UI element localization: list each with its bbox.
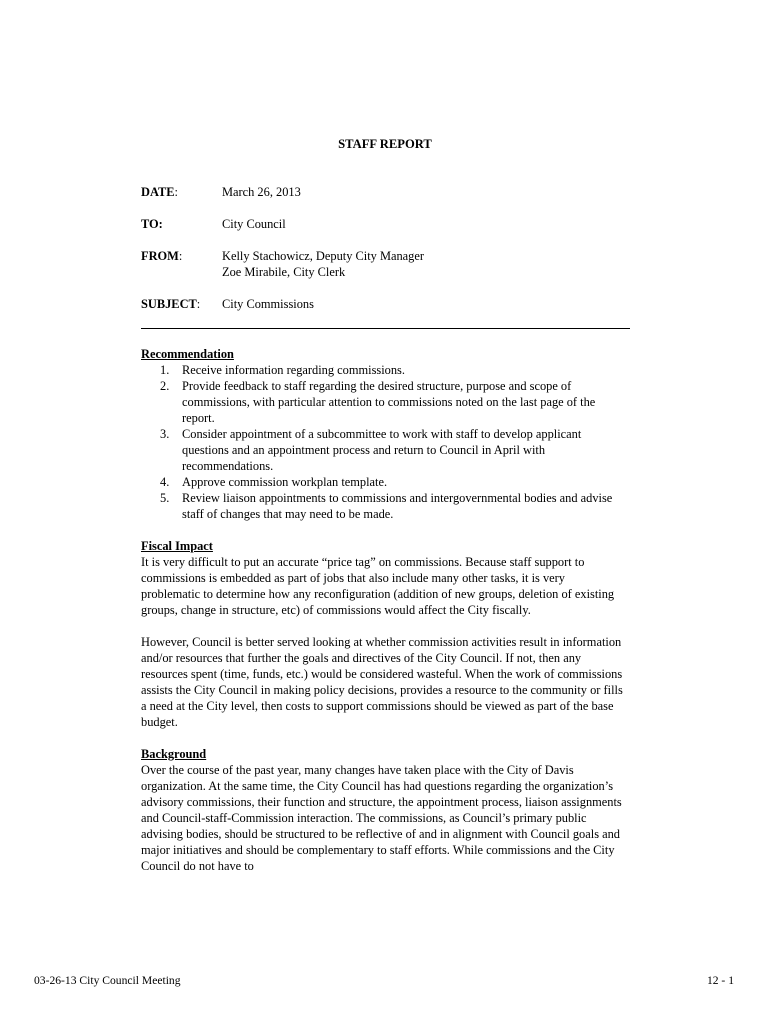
fiscal-impact-paragraph-1: It is very difficult to put an accurate “price tag” on commissions. Because staff support to commissions is embedded as part of jobs that also include many other tasks, it is very problematic to determine how any reconfiguration (addition of new groups, deletion of existing groups, change in structure, etc) of commissions would affect the City fiscally. bbox=[141, 555, 615, 617]
background-paragraph: Over the course of the past year, many changes have taken place with the City of Davis organization. At the same time, the City Council has had questions regarding the organization’s advisory commissions, their function and structure, the appointment process, liaison assignments and Council-staff-Commission interaction. The commissions, as Council’s primary public advising bodies, should be structured to be reflective of and in alignment with Council goals and major initiatives and should be complementary to staff efforts. While commissions and the City Council do not have to bbox=[141, 763, 622, 873]
memo-from-label: FROM: bbox=[141, 249, 183, 263]
list-item-number: 2. bbox=[160, 379, 170, 393]
recommendation-heading: Recommendation bbox=[141, 347, 234, 361]
memo-date-label: DATE: bbox=[141, 185, 178, 199]
list-item-text: Consider appointment of a subcommittee to work with staff to develop applicant questions and an appointment process and return to Council in April with recommendations. bbox=[182, 427, 582, 473]
memo-from-line-1: Kelly Stachowicz, Deputy City Manager bbox=[222, 249, 424, 263]
recommendation-list bbox=[141, 362, 626, 522]
fiscal-impact-heading: Fiscal Impact bbox=[141, 539, 213, 553]
list-item-number: 4. bbox=[160, 475, 170, 489]
list-item-number: 1. bbox=[160, 363, 170, 377]
background-heading: Background bbox=[141, 747, 207, 761]
list-item bbox=[141, 378, 626, 426]
memo-subject-value: City Commissions bbox=[222, 297, 314, 311]
fiscal-impact-paragraph-2: However, Council is better served looking at whether commission activities result in information and/or resources that further the goals and directives of the City Council. If not, then any resources spent (time, funds, etc.) would be considered wasteful. When the work of commissions assists the City Council in making policy decisions, provides a resource to the community or fills a need at the City level, then costs to support commissions should be viewed as part of the base budget. bbox=[141, 635, 623, 729]
memo-date-value: March 26, 2013 bbox=[222, 185, 301, 199]
list-item bbox=[141, 362, 626, 378]
list-item bbox=[141, 426, 626, 474]
list-item bbox=[141, 474, 626, 490]
list-item-text: Provide feedback to staff regarding the desired structure, purpose and scope of commissions, with particular attention to commissions noted on the last page of the report. bbox=[182, 379, 596, 425]
memo-to-label: TO: bbox=[141, 217, 163, 231]
list-item-number: 3. bbox=[160, 427, 170, 441]
report-body bbox=[141, 346, 626, 874]
list-item-text: Review liaison appointments to commissions and intergovernmental bodies and advise staff of changes that may need to be made. bbox=[182, 491, 613, 521]
list-item-number: 5. bbox=[160, 491, 170, 505]
page-title: STAFF REPORT bbox=[338, 137, 432, 151]
list-item-text: Receive information regarding commissions. bbox=[182, 363, 405, 377]
memo-from-line-2: Zoe Mirabile, City Clerk bbox=[222, 265, 346, 279]
header-divider bbox=[141, 328, 630, 329]
list-item bbox=[141, 490, 626, 522]
memo-subject-label: SUBJECT: bbox=[141, 297, 201, 311]
memo-from-value bbox=[222, 248, 642, 280]
footer-page-number: 12 - 1 bbox=[706, 974, 734, 987]
list-item-text: Approve commission workplan template. bbox=[182, 475, 388, 489]
memo-to-value: City Council bbox=[222, 217, 286, 231]
footer-meeting-label: 03-26-13 City Council Meeting bbox=[34, 974, 181, 987]
